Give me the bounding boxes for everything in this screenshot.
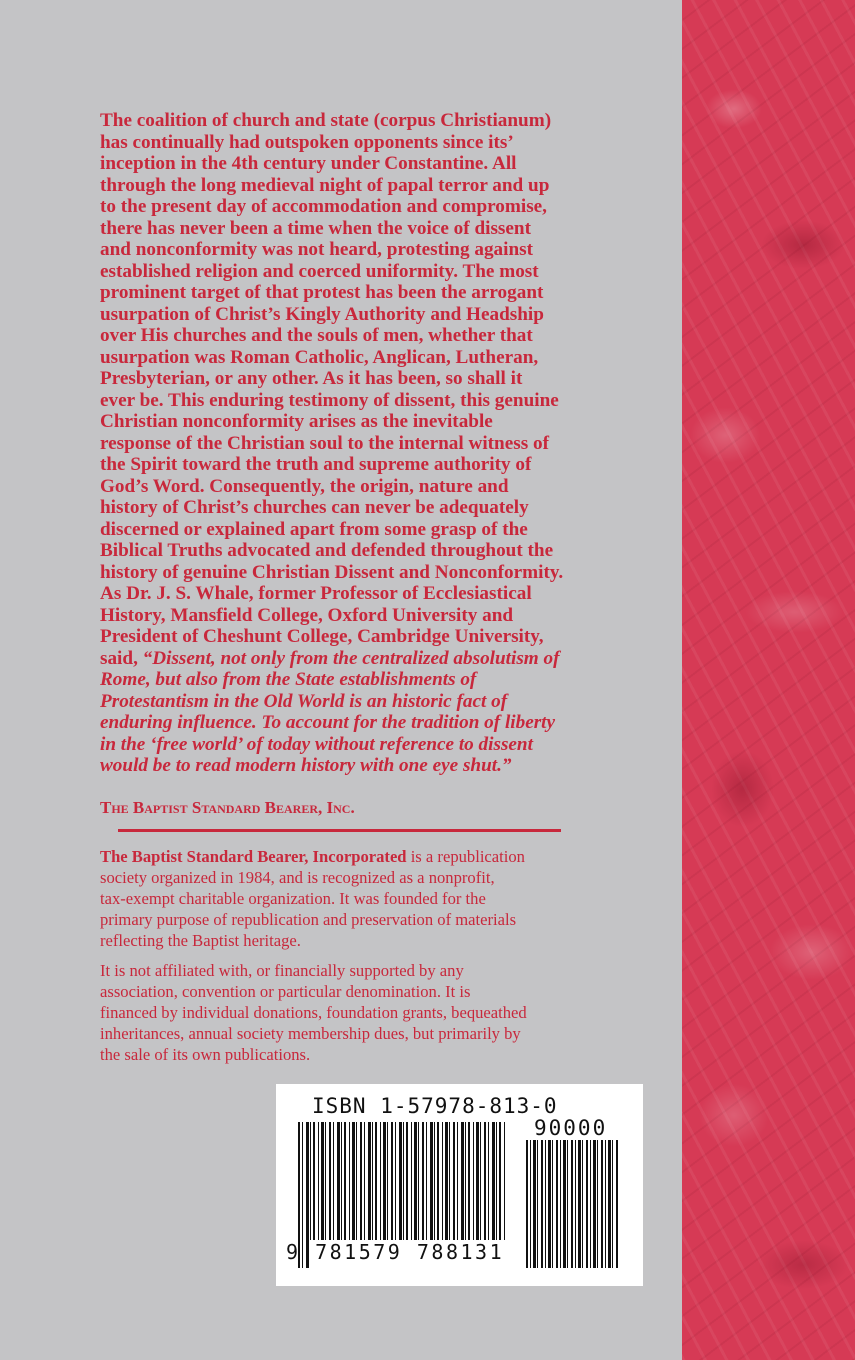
about-line: association, convention or particular denomination. It is (100, 982, 471, 1001)
blurb-line: The coalition of church and state (corpus Christianum) (100, 110, 552, 131)
blurb-line: Presbyterian, or any other. As it has been, so shall it (100, 368, 523, 389)
blurb-line: As Dr. J. S. Whale, former Professor of Ecclesiastical (100, 583, 532, 604)
isbn-number: ISBN 1-57978-813-0 (312, 1094, 558, 1118)
blurb-line: has continually had outspoken opponents since its’ (100, 131, 514, 153)
blurb-line: discerned or explained apart from some grasp of the (100, 518, 528, 540)
blurb-line: history of Christ’s churches can never be adequately (100, 497, 529, 518)
section-divider (118, 829, 561, 832)
about-paragraph-2 (100, 960, 600, 1065)
blurb-line: established religion and coerced uniformity. The most (100, 260, 539, 282)
about-first-line (100, 846, 600, 867)
publisher-name: The Baptist Standard Bearer, Incorporated (100, 847, 407, 866)
about-line: society organized in 1984, and is recognized as a nonprofit, (100, 868, 495, 887)
quote-text: “Dissent, not only from the centralized absolutism of (142, 647, 560, 669)
quote-start-line (100, 648, 620, 670)
blurb-line: over His churches and the souls of men, whether that (100, 325, 533, 346)
blurb-line: inception in the 4th century under Constantine. All (100, 153, 517, 174)
about-line: reflecting the Baptist heritage. (100, 931, 301, 950)
said-prefix: said, (100, 647, 143, 669)
about-line: the sale of its own publications. (100, 1045, 311, 1064)
blurb-line: President of Cheshunt College, Cambridge University, (100, 626, 544, 647)
blurb-line: and nonconformity was not heard, protesting against (100, 239, 534, 260)
quote-line: Rome, but also from the State establishments of (100, 669, 477, 690)
about-line: financed by individual donations, foundation grants, bequeathed (100, 1003, 527, 1022)
blurb-line: history of genuine Christian Dissent and Nonconformity. (100, 561, 564, 583)
blurb-line: Biblical Truths advocated and defended throughout the (100, 540, 554, 561)
about-line: inheritances, annual society membership dues, but primarily by (100, 1024, 521, 1043)
blurb-line: God’s Word. Consequently, the origin, nature and (100, 475, 509, 497)
about-paragraph-1 (100, 846, 600, 951)
blurb-line: usurpation of Christ’s Kingly Authority and Headship (100, 303, 544, 325)
about-line: It is not affiliated with, or financially supported by any (100, 961, 464, 980)
blurb-line: to the present day of accommodation and compromise, (100, 196, 547, 217)
quote-line: would be to read modern history with one eye shut.” (100, 755, 512, 776)
quote-line: enduring influence. To account for the tradition of liberty (100, 712, 556, 733)
blurb-line: there has never been a time when the voice of dissent (100, 217, 531, 239)
about-line: tax-exempt charitable organization. It was founded for the (100, 889, 486, 908)
ean-digits: 9 781579 788131 (286, 1240, 505, 1264)
blurb-line: the Spirit toward the truth and supreme authority of (100, 454, 532, 475)
about-text: is a republication (406, 847, 525, 866)
blurb-line: Christian nonconformity arises as the inevitable (100, 411, 493, 432)
blurb-line: through the long medieval night of papal terror and up (100, 174, 550, 196)
quote-line: in the ‘free world’ of today without reference to dissent (100, 733, 533, 755)
spine-marble-panel (682, 0, 855, 1360)
blurb-line: History, Mansfield College, Oxford University and (100, 604, 514, 626)
blurb-line: prominent target of that protest has been the arrogant (100, 282, 544, 303)
about-line: primary purpose of republication and preservation of materials (100, 910, 517, 929)
blurb-line: response of the Christian soul to the internal witness of (100, 432, 549, 454)
price-addon-digits: 90000 (534, 1116, 608, 1140)
back-cover-blurb (100, 110, 620, 777)
publisher-attribution: The Baptist Standard Bearer, Inc. (100, 798, 355, 817)
addon-barcode-bars (526, 1140, 618, 1268)
quote-line: Protestantism in the Old World is an historic fact of (100, 690, 508, 712)
isbn-barcode (276, 1084, 643, 1286)
blurb-line: usurpation was Roman Catholic, Anglican, Lutheran, (100, 346, 539, 368)
blurb-line: ever be. This enduring testimony of dissent, this genuine (100, 389, 559, 411)
